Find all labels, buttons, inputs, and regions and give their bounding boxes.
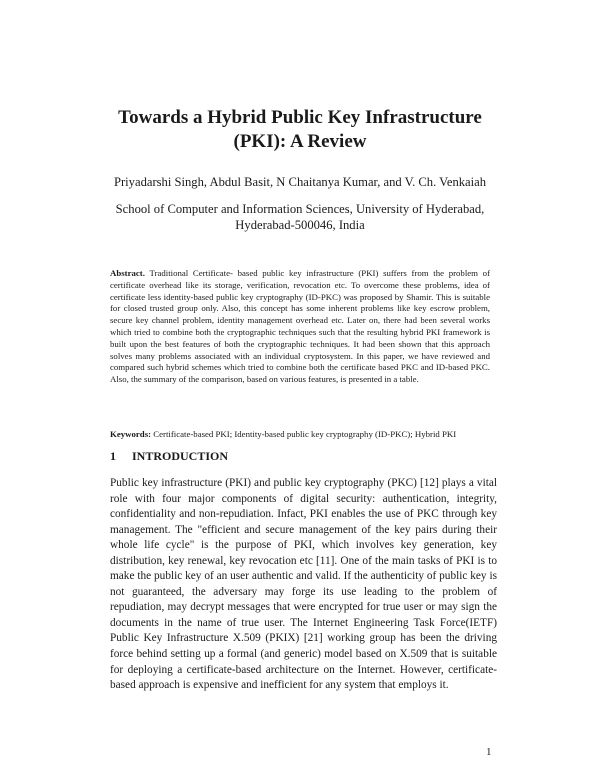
section-title: INTRODUCTION xyxy=(132,449,229,463)
abstract-label: Abstract. xyxy=(110,268,145,278)
author-list: Priyadarshi Singh, Abdul Basit, N Chaitanya Kumar, and V. Ch. Venkaiah xyxy=(113,175,487,189)
affiliation-line-1: School of Computer and Information Sciences, University of Hyderabad, xyxy=(115,202,485,216)
title-line-2: (PKI): A Review xyxy=(233,131,367,152)
affiliation-line-2: Hyderabad-500046, India xyxy=(235,218,365,232)
paper-title xyxy=(60,106,540,154)
page-number: 1 xyxy=(486,746,492,758)
title-line-1: Towards a Hybrid Public Key Infrastructure xyxy=(118,107,482,128)
keywords-label: Keywords: xyxy=(110,429,152,439)
section-number: 1 xyxy=(110,449,116,463)
introduction-paragraph: Public key infrastructure (PKI) and public key cryptography (PKC) [12] plays a vital role with four major components of digital security: authentication, integrity, confidentiality and non-repudiation. Infact, PKI enables the use of PKC through key management. The "efficient and secure management of the key pairs during their whole life cycle" is the purpose of PKI, which involves key generation, key distribution, key renewal, key revocation etc [11]. One of the main tasks of PKI is to make the public key of an user authentic and valid. If the authenticity of public key is not guaranteed, the adversary may forge its use leading to the problem of repudiation, may decrypt messages that were encrypted for true user or may sign the documents in the name of true user. The Internet Engineering Task Force(IETF) Public Key Infrastructure X.509 (PKIX) [21] working group has been the driving force behind setting up a formal (and generic) model based on X.509 that is suitable for deploying a certificate-based architecture on the Internet. However, certificate-based approach is expensive and inefficient for any system that employs it. xyxy=(110,477,497,692)
keywords-text: Certificate-based PKI; Identity-based public key cryptography (ID-PKC); Hybrid PKI xyxy=(153,429,457,439)
abstract xyxy=(110,268,490,386)
abstract-text: Traditional Certificate- based public key infrastructure (PKI) suffers from the problem of certificate overhead like its storage, verification, revocation etc. To overcome these problems, idea of certificate less identity-based public key cryptography (ID-PKC) was proposed by Shamir. This is suitable for closed trusted group only. Also, this concept has some inherent problems like key escrow problem, secure key channel problem, identity management overhead etc. Later on, there had been several works which tried to combine both the cryptographic techniques such that the resulting hybrid PKI framework is built upon the best features of both the cryptographic techniques. It had been shown that this approach solves many problems associated with an individual cryptosystem. In this paper, we have reviewed and compared such hybrid schemes which tried to combine both the certificate based PKC and ID-based PKC. Also, the summary of the comparison, based on various features, is presented in a table. xyxy=(110,268,490,385)
section-heading-introduction xyxy=(110,449,490,463)
keywords xyxy=(110,429,490,441)
affiliation xyxy=(60,201,540,233)
